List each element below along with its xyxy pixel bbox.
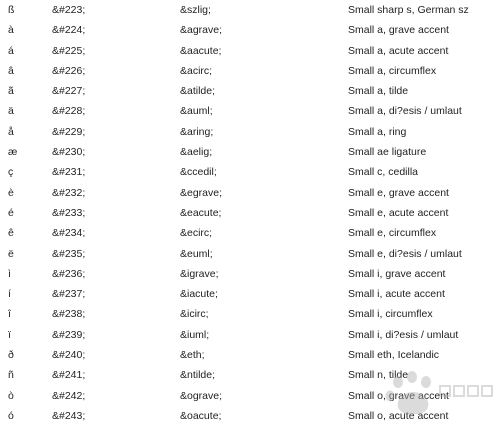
description-cell: Small e, acute accent <box>348 206 449 219</box>
numeric-code-cell: &#228; <box>52 105 86 118</box>
numeric-code-cell: &#232; <box>52 186 86 199</box>
entity-name-cell: &egrave; <box>180 186 223 199</box>
character-cell: ó <box>8 409 14 422</box>
description-cell: Small a, grave accent <box>348 24 449 37</box>
character-cell: é <box>8 206 14 219</box>
character-cell: ì <box>8 267 11 280</box>
character-cell: ñ <box>8 369 14 382</box>
table-row <box>0 122 500 142</box>
table-row <box>0 162 500 182</box>
character-cell: ò <box>8 389 14 402</box>
entity-name-cell: &agrave; <box>180 24 223 37</box>
entity-name-cell: &aelig; <box>180 146 213 159</box>
numeric-code-cell: &#226; <box>52 64 86 77</box>
character-cell: ß <box>8 4 15 16</box>
table-row <box>0 81 500 101</box>
numeric-code-cell: &#235; <box>52 247 86 260</box>
table-row <box>0 41 500 61</box>
numeric-code-cell: &#227; <box>52 85 86 98</box>
entity-name-cell: &icirc; <box>180 308 209 321</box>
character-cell: à <box>8 24 14 37</box>
entity-name-cell: &atilde; <box>180 85 216 98</box>
table-row <box>0 284 500 304</box>
description-cell: Small a, acute accent <box>348 44 449 57</box>
numeric-code-cell: &#241; <box>52 369 86 382</box>
entity-name-cell: &euml; <box>180 247 213 260</box>
character-cell: è <box>8 186 14 199</box>
entity-name-cell: &ograve; <box>180 389 223 402</box>
numeric-code-cell: &#224; <box>52 24 86 37</box>
character-cell: â <box>8 64 14 77</box>
description-cell: Small a, tilde <box>348 85 409 98</box>
character-cell: æ <box>8 146 18 159</box>
numeric-code-cell: &#238; <box>52 308 86 321</box>
character-cell: ê <box>8 227 14 240</box>
description-cell: Small n, tilde <box>348 369 409 382</box>
table-row <box>0 244 500 264</box>
table-row <box>0 264 500 284</box>
character-cell: í <box>8 288 11 301</box>
character-cell: ð <box>8 349 14 362</box>
character-cell: ä <box>8 105 14 118</box>
numeric-code-cell: &#236; <box>52 267 86 280</box>
entity-name-cell: &ccedil; <box>180 166 217 179</box>
description-cell: Small c, cedilla <box>348 166 419 179</box>
numeric-code-cell: &#234; <box>52 227 86 240</box>
description-cell: Small a, di?esis / umlaut <box>348 105 462 118</box>
numeric-code-cell: &#237; <box>52 288 86 301</box>
entity-name-cell: &aring; <box>180 125 214 138</box>
numeric-code-cell: &#243; <box>52 409 86 422</box>
table-row <box>0 183 500 203</box>
character-cell: ï <box>8 328 11 341</box>
description-cell: Small sharp s, German sz <box>348 4 469 16</box>
character-cell: î <box>8 308 11 321</box>
numeric-code-cell: &#230; <box>52 146 86 159</box>
description-cell: Small e, di?esis / umlaut <box>348 247 462 260</box>
table-row <box>0 406 500 426</box>
entity-name-cell: &aacute; <box>180 44 222 57</box>
numeric-code-cell: &#240; <box>52 349 86 362</box>
entity-name-cell: &eacute; <box>180 206 222 219</box>
numeric-code-cell: &#242; <box>52 389 86 402</box>
character-cell: á <box>8 44 14 57</box>
character-cell: ë <box>8 247 14 260</box>
description-cell: Small a, circumflex <box>348 64 437 77</box>
description-cell: Small eth, Icelandic <box>348 349 440 362</box>
table-row <box>0 203 500 223</box>
entity-name-cell: &auml; <box>180 105 213 118</box>
numeric-code-cell: &#231; <box>52 166 86 179</box>
entity-name-cell: &ntilde; <box>180 369 216 382</box>
character-cell: ç <box>8 166 14 179</box>
numeric-code-cell: &#223; <box>52 4 86 16</box>
description-cell: Small a, ring <box>348 125 407 138</box>
entity-name-cell: &igrave; <box>180 267 219 280</box>
table-row <box>0 20 500 40</box>
description-cell: Small e, grave accent <box>348 186 449 199</box>
table-row <box>0 304 500 324</box>
entity-name-cell: &acirc; <box>180 64 213 77</box>
table-row <box>0 223 500 243</box>
numeric-code-cell: &#229; <box>52 125 86 138</box>
table-row <box>0 142 500 162</box>
description-cell: Small i, grave accent <box>348 267 446 280</box>
table-row <box>0 365 500 385</box>
description-cell: Small ae ligature <box>348 146 427 159</box>
numeric-code-cell: &#233; <box>52 206 86 219</box>
table-row <box>0 386 500 406</box>
entity-name-cell: &szlig; <box>180 4 211 16</box>
description-cell: Small i, di?esis / umlaut <box>348 328 459 341</box>
character-cell: å <box>8 125 14 138</box>
numeric-code-cell: &#225; <box>52 44 86 57</box>
table-row <box>0 101 500 121</box>
character-cell: ã <box>8 85 14 98</box>
numeric-code-cell: &#239; <box>52 328 86 341</box>
description-cell: Small i, circumflex <box>348 308 433 321</box>
table-row <box>0 325 500 345</box>
entity-name-cell: &iacute; <box>180 288 218 301</box>
table-row <box>0 0 500 20</box>
entity-name-cell: &eth; <box>180 349 205 362</box>
description-cell: Small i, acute accent <box>348 288 445 301</box>
entity-name-cell: &iuml; <box>180 328 210 341</box>
description-cell: Small o, grave accent <box>348 389 449 402</box>
table-row <box>0 61 500 81</box>
table-row <box>0 345 500 365</box>
entity-name-cell: &ecirc; <box>180 227 213 240</box>
description-cell: Small o, acute accent <box>348 409 449 422</box>
description-cell: Small e, circumflex <box>348 227 437 240</box>
entity-name-cell: &oacute; <box>180 409 222 422</box>
